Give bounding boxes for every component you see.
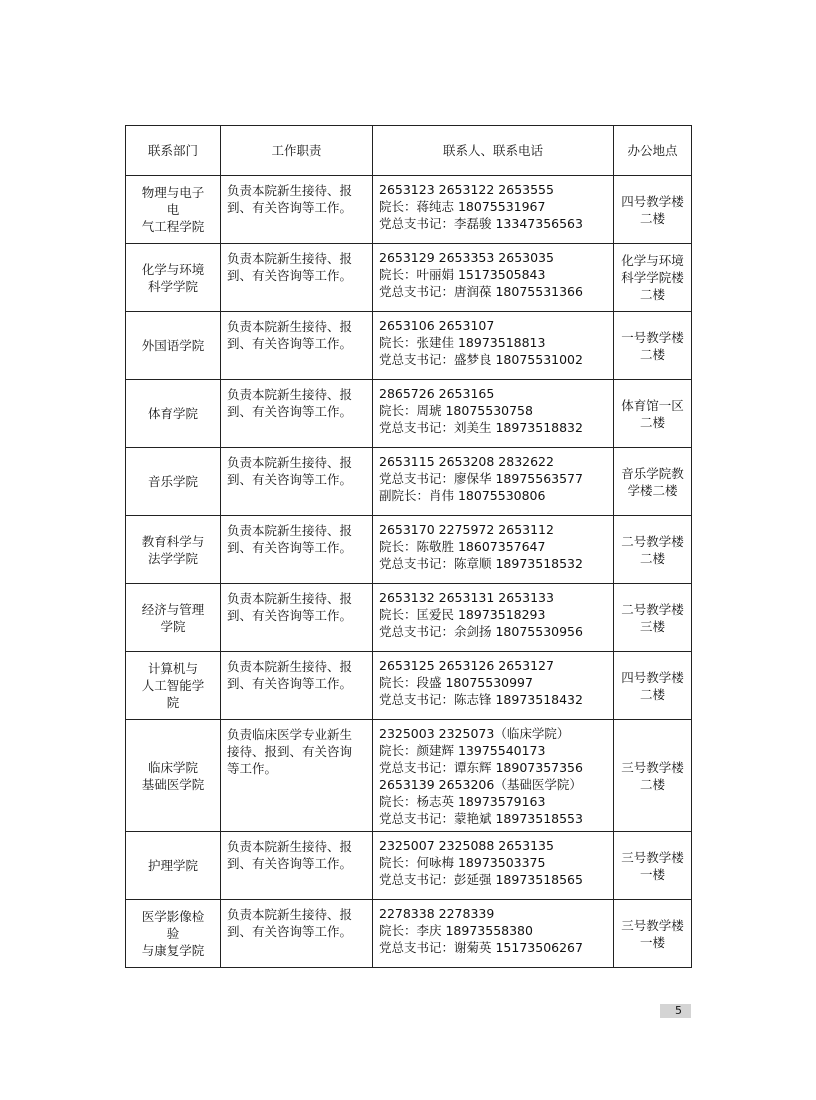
contact-cell (373, 652, 614, 720)
dept-line: 计算机与 (147, 661, 198, 676)
duty-line: 负责本院新生接待、报 (227, 523, 353, 538)
contact-line: 党总支书记：廖保华 18975563577 (379, 471, 583, 486)
duty-cell (221, 176, 373, 244)
location-line: 三号教学楼 (621, 759, 684, 775)
contact-line: 2653106 2653107 (379, 318, 495, 333)
dept-cell (126, 448, 221, 516)
location-line: 一号教学楼 (621, 329, 684, 345)
contact-line: 院长：杨志英 18973579163 (379, 794, 546, 809)
duty-line: 到、有关咨询等工作。 (227, 268, 353, 283)
contact-line: 2325007 2325088 2653135 (379, 838, 554, 853)
contact-line: 2653132 2653131 2653133 (379, 590, 554, 605)
contact-cell (373, 380, 614, 448)
dept-line: 临床学院 (147, 759, 198, 775)
header-contact: 联系人、联系电话 (373, 126, 614, 176)
dept-line: 物理与电子电 (141, 185, 205, 217)
dept-cell (126, 176, 221, 244)
contact-line: 2653170 2275972 2653112 (379, 522, 554, 537)
duty-cell (221, 380, 373, 448)
location-line: 科学学院楼 (621, 270, 684, 285)
contact-line: 党总支书记：李磊骏 13347356563 (379, 216, 583, 231)
location-line: 二楼 (639, 287, 665, 302)
dept-line: 经济与管理 (141, 601, 205, 617)
table-row (126, 176, 692, 244)
dept-cell (126, 244, 221, 312)
table-row (126, 516, 692, 584)
contact-cell (373, 584, 614, 652)
location-cell (614, 176, 692, 244)
dept-cell (126, 584, 221, 652)
location-line: 音乐学院教 (621, 465, 684, 481)
location-cell (614, 584, 692, 652)
duty-cell (221, 652, 373, 720)
location-line: 学楼二楼 (627, 482, 678, 498)
contact-line: 党总支书记：彭延强 18973518565 (379, 872, 583, 887)
location-line: 三号教学楼 (621, 917, 684, 933)
dept-line: 科学学院 (147, 278, 198, 294)
page-number: 5 (660, 1004, 691, 1018)
location-line: 三号教学楼 (621, 849, 684, 865)
dept-line: 化学与环境 (141, 261, 205, 277)
duty-line: 负责本院新生接待、报 (227, 251, 353, 266)
duty-cell (221, 900, 373, 968)
contact-line: 院长：周琥 18075530758 (379, 403, 533, 418)
duty-line: 到、有关咨询等工作。 (227, 404, 353, 419)
location-line: 二楼 (639, 414, 665, 430)
table-row (126, 900, 692, 968)
duty-line: 到、有关咨询等工作。 (227, 608, 353, 623)
contact-line: 党总支书记：唐润葆 18075531366 (379, 284, 583, 299)
location-line: 二楼 (639, 776, 665, 792)
contact-line: 院长：张建佳 18973518813 (379, 335, 546, 350)
contact-line: 党总支书记：谢菊英 15173506267 (379, 940, 583, 955)
location-line: 二楼 (639, 210, 665, 226)
location-line: 二号教学楼 (621, 533, 684, 549)
duty-line: 负责本院新生接待、报 (227, 659, 353, 674)
contact-line: 院长：陈敬胜 18607357647 (379, 539, 546, 554)
duty-line: 到、有关咨询等工作。 (227, 336, 353, 351)
contact-line: 党总支书记：刘美生 18973518832 (379, 420, 583, 435)
location-cell (614, 832, 692, 900)
dept-line: 音乐学院 (147, 474, 198, 489)
duty-line: 到、有关咨询等工作。 (227, 540, 353, 555)
location-line: 四号教学楼 (621, 193, 684, 209)
table-header-row (126, 126, 692, 176)
location-line: 二楼 (639, 550, 665, 566)
contact-line: 党总支书记：陈志锋 18973518432 (379, 692, 583, 707)
dept-line: 医学影像检验 (141, 909, 205, 941)
dept-line: 法学学院 (147, 550, 198, 566)
contact-line: 院长：何咏梅 18973503375 (379, 855, 546, 870)
contact-line: 党总支书记：陈章顺 18973518532 (379, 556, 583, 571)
location-cell (614, 900, 692, 968)
header-duty: 工作职责 (221, 126, 373, 176)
duty-line: 到、有关咨询等工作。 (227, 200, 353, 215)
duty-line: 负责本院新生接待、报 (227, 183, 353, 198)
duty-line: 负责本院新生接待、报 (227, 839, 353, 854)
contact-line: 院长：颜建辉 13975540173 (379, 743, 546, 758)
dept-cell (126, 516, 221, 584)
dept-line: 与康复学院 (141, 943, 205, 958)
duty-line: 等工作。 (227, 761, 278, 776)
contact-line: 2653139 2653206（基础医学院） (379, 777, 582, 792)
dept-line: 外国语学院 (141, 338, 205, 353)
contact-cell (373, 312, 614, 380)
contact-line: 院长：李庆 18973558380 (379, 923, 533, 938)
contact-line: 院长：叶丽娟 15173505843 (379, 267, 546, 282)
duty-cell (221, 720, 373, 832)
header-location: 办公地点 (614, 126, 692, 176)
duty-cell (221, 832, 373, 900)
contact-line: 院长：蒋纯志 18075531967 (379, 199, 546, 214)
dept-cell (126, 720, 221, 832)
location-line: 化学与环境 (621, 253, 684, 268)
dept-cell (126, 652, 221, 720)
contact-cell (373, 720, 614, 832)
contact-line: 副院长：肖伟 18075530806 (379, 488, 546, 503)
duty-cell (221, 448, 373, 516)
dept-line: 教育科学与 (141, 533, 205, 549)
table-row (126, 584, 692, 652)
location-line: 一楼 (639, 934, 665, 950)
table-row (126, 832, 692, 900)
dept-line: 体育学院 (147, 406, 198, 421)
duty-line: 到、有关咨询等工作。 (227, 472, 353, 487)
dept-line: 护理学院 (147, 858, 198, 873)
table-row (126, 652, 692, 720)
dept-cell (126, 832, 221, 900)
contact-line: 党总支书记：盛梦良 18075531002 (379, 352, 583, 367)
contact-line: 2653129 2653353 2653035 (379, 250, 554, 265)
duty-line: 负责本院新生接待、报 (227, 591, 353, 606)
location-line: 二楼 (639, 346, 665, 362)
contact-line: 2653125 2653126 2653127 (379, 658, 554, 673)
contact-line: 2865726 2653165 (379, 386, 495, 401)
duty-line: 到、有关咨询等工作。 (227, 856, 353, 871)
location-cell (614, 312, 692, 380)
duty-cell (221, 516, 373, 584)
location-line: 二号教学楼 (621, 601, 684, 617)
contact-line: 2325003 2325073（临床学院） (379, 726, 570, 741)
contact-cell (373, 900, 614, 968)
contact-line: 党总支书记：余剑扬 18075530956 (379, 624, 583, 639)
duty-line: 负责本院新生接待、报 (227, 907, 353, 922)
duty-line: 到、有关咨询等工作。 (227, 676, 353, 691)
contact-line: 2653115 2653208 2832622 (379, 454, 554, 469)
contact-table (125, 125, 692, 968)
contact-cell (373, 832, 614, 900)
contact-line: 2653123 2653122 2653555 (379, 182, 554, 197)
dept-line: 气工程学院 (141, 219, 205, 234)
contact-line: 党总支书记：谭东辉 18907357356 (379, 760, 583, 775)
table-row (126, 720, 692, 832)
dept-cell (126, 380, 221, 448)
duty-cell (221, 244, 373, 312)
contact-cell (373, 448, 614, 516)
table-row (126, 244, 692, 312)
duty-cell (221, 584, 373, 652)
location-cell (614, 516, 692, 584)
contact-line: 2278338 2278339 (379, 906, 495, 921)
contact-line: 院长：匡爱民 18973518293 (379, 607, 546, 622)
location-cell (614, 652, 692, 720)
table-row (126, 380, 692, 448)
duty-line: 负责本院新生接待、报 (227, 319, 353, 334)
contact-line: 党总支书记：蒙艳斌 18973518553 (379, 811, 583, 826)
contact-line: 院长：段盛 18075530997 (379, 675, 533, 690)
duty-line: 接待、报到、有关咨询 (227, 744, 353, 759)
location-line: 二楼 (639, 686, 665, 702)
table-row (126, 448, 692, 516)
dept-cell (126, 312, 221, 380)
table-body (126, 176, 692, 968)
duty-line: 负责临床医学专业新生 (227, 727, 353, 742)
dept-cell (126, 900, 221, 968)
location-cell (614, 380, 692, 448)
dept-line: 人工智能学院 (141, 678, 205, 710)
dept-line: 学院 (160, 618, 186, 634)
duty-line: 到、有关咨询等工作。 (227, 924, 353, 939)
location-cell (614, 720, 692, 832)
table-row (126, 312, 692, 380)
location-cell (614, 244, 692, 312)
location-cell (614, 448, 692, 516)
location-line: 一楼 (639, 866, 665, 882)
duty-line: 负责本院新生接待、报 (227, 387, 353, 402)
contact-cell (373, 176, 614, 244)
contact-cell (373, 244, 614, 312)
dept-line: 基础医学院 (141, 776, 205, 792)
location-line: 三楼 (639, 618, 665, 634)
header-dept: 联系部门 (126, 126, 221, 176)
duty-cell (221, 312, 373, 380)
location-line: 体育馆一区 (621, 397, 684, 413)
location-line: 四号教学楼 (621, 669, 684, 685)
contact-cell (373, 516, 614, 584)
duty-line: 负责本院新生接待、报 (227, 455, 353, 470)
